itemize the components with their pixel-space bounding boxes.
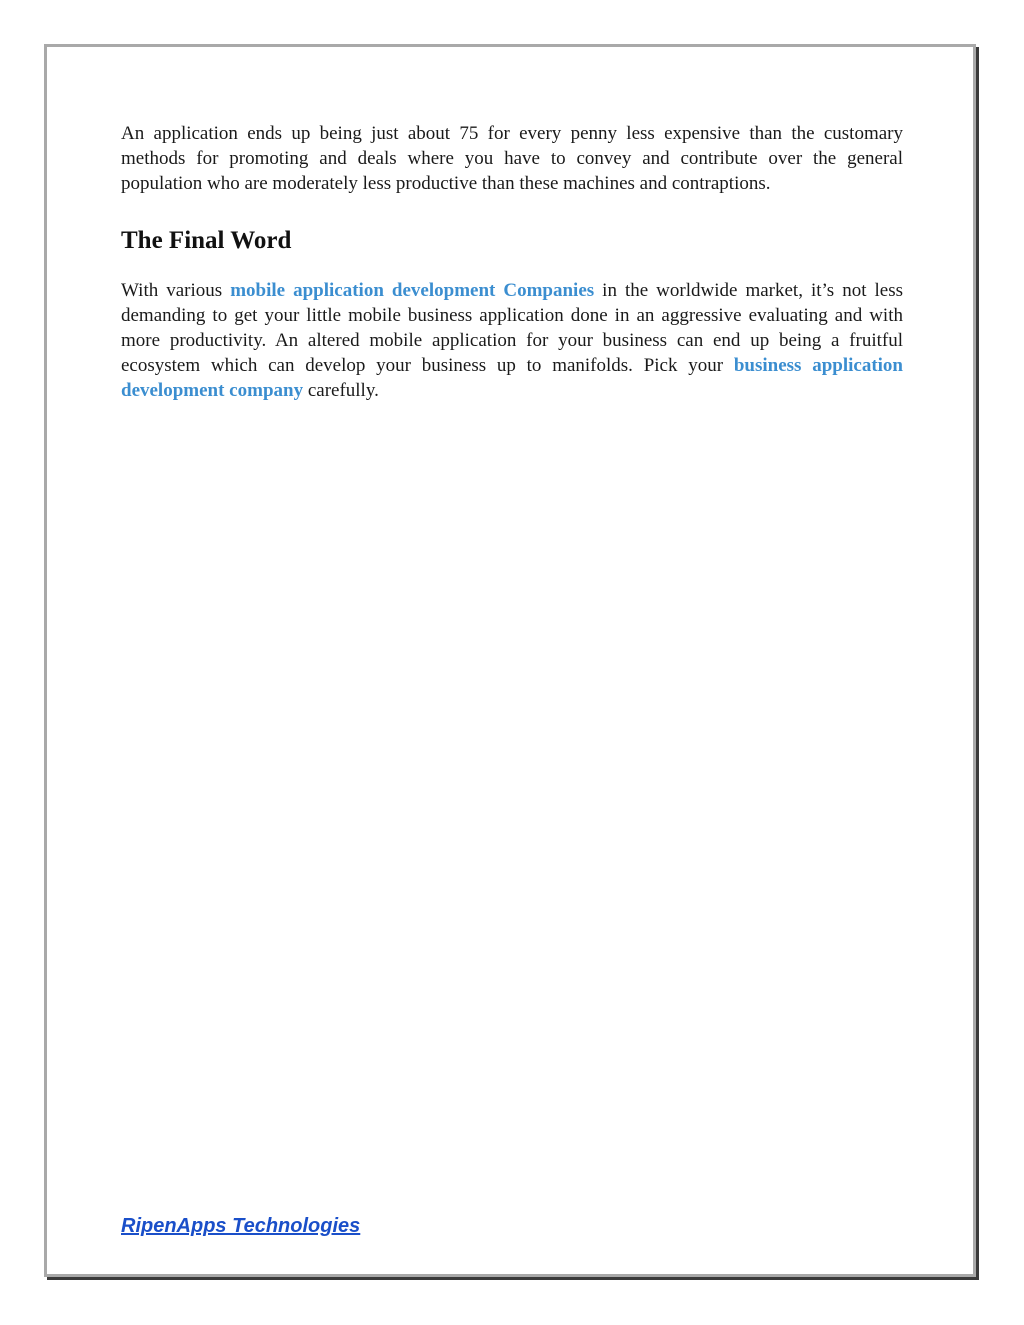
paragraph-text-segment: With various bbox=[121, 280, 231, 301]
mobile-app-development-link[interactable]: mobile application development Companies bbox=[230, 280, 595, 301]
section-heading: The Final Word bbox=[121, 227, 292, 254]
final-word-paragraph bbox=[121, 278, 903, 403]
document-body bbox=[121, 121, 903, 403]
footer-company-name[interactable]: RipenApps Technologies bbox=[121, 1215, 361, 1237]
intro-paragraph: An application ends up being just about 75 for every penny less expensive than the customary methods for promoting and deals where you have to convey and contribute over the general population who are moderately less productive than these machines and contraptions. bbox=[121, 123, 903, 194]
business-app-development-link[interactable]: business application development company bbox=[121, 355, 903, 401]
paragraph-text-segment: in the worldwide market, it’s not less demanding to get your little mobile business application done in an aggressive evaluating and with more productivity. An altered mobile application for your business can end up being a fruitful ecosystem which can develop your business up to manifolds. Pick your bbox=[121, 280, 904, 376]
paragraph-text-segment: carefully. bbox=[303, 380, 379, 401]
